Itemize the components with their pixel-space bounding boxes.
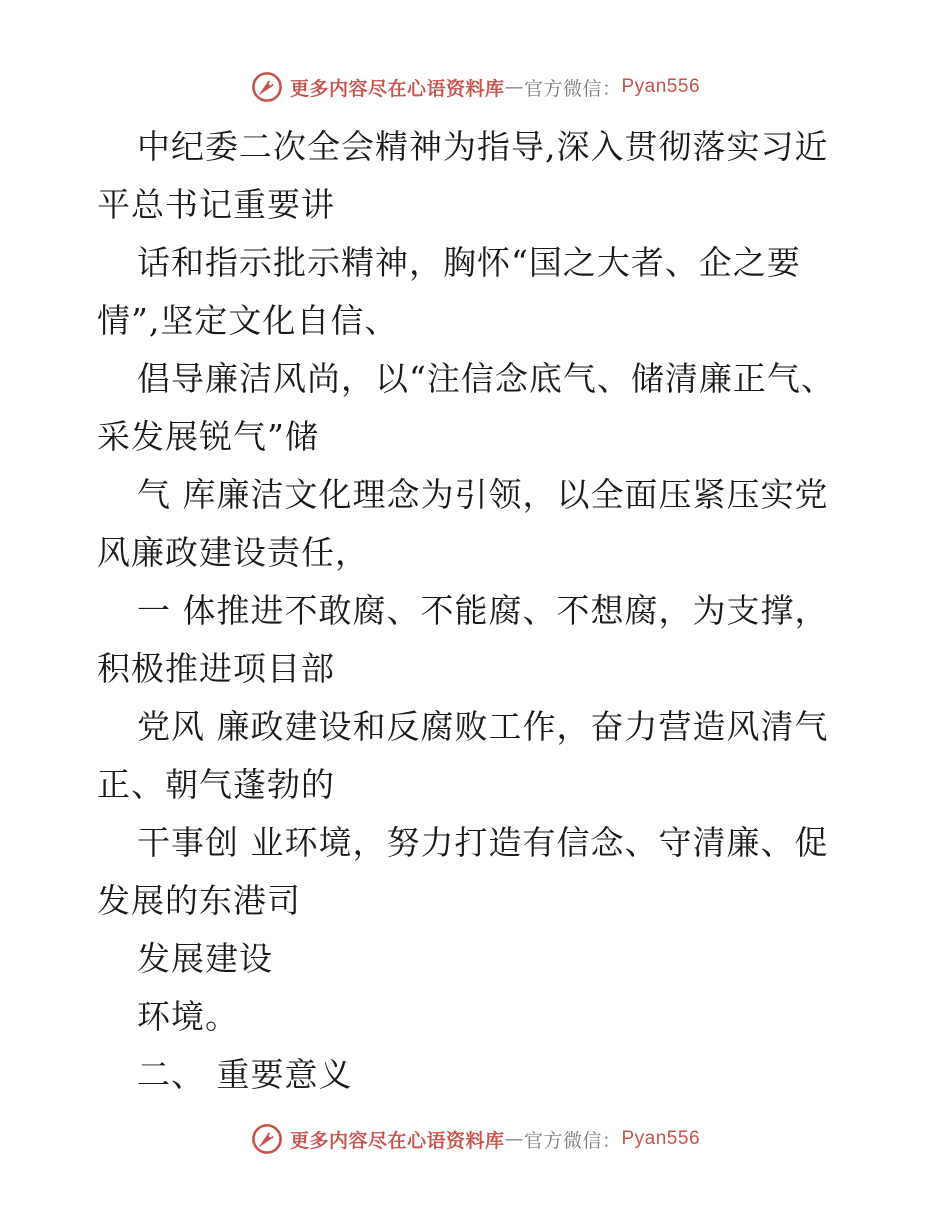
body-text-line: 干事创 业环境，努力打造有信念、守清廉、促 (137, 823, 829, 862)
watermark-text (290, 1126, 700, 1153)
watermark-text (290, 74, 700, 101)
body-text-line: 平总书记重要讲 (97, 185, 335, 224)
pen-nib-logo-icon (250, 1122, 284, 1156)
body-text-line: 倡导廉洁风尚，以“注信念底气、储清廉正气、 (137, 359, 835, 398)
watermark-dash: — (504, 76, 524, 98)
body-text-line: 发展建设 (137, 939, 273, 978)
watermark-wechat-label: 官方微信： (523, 1129, 622, 1152)
body-text-line: 话和指示批示精神，胸怀“国之大者、企之要 (137, 243, 801, 282)
body-text-line: 中纪委二次全会精神为指导,深入贯彻落实习近 (137, 127, 829, 166)
body-text-line: 积极推进项目部 (97, 649, 335, 688)
watermark-wechat-id: Pyan556 (621, 1128, 701, 1149)
watermark-wechat-id: Pyan556 (621, 76, 701, 97)
body-text-line: 发展的东港司 (97, 881, 301, 920)
body-text-line: 一 体推进不敢腐、不能腐、不想腐，为支撑， (137, 591, 829, 630)
body-text-line: 风廉政建设责任， (97, 533, 369, 572)
body-text-line: 情”,坚定文化自信、 (97, 301, 399, 340)
watermark-site-name: 更多内容尽在心语资料库 (289, 77, 505, 100)
body-text-line: 二、 重要意义 (137, 1055, 353, 1094)
header-watermark (0, 70, 950, 104)
body-text-line: 党风 廉政建设和反腐败工作，奋力营造风清气 (137, 707, 829, 746)
watermark-site-name: 更多内容尽在心语资料库 (289, 1129, 505, 1152)
body-text-line: 气 库廉洁文化理念为引领，以全面压紧压实党 (137, 475, 829, 514)
pen-nib-logo-icon (250, 70, 284, 104)
document-body (97, 118, 857, 1104)
body-text-line: 环境。 (137, 997, 239, 1036)
body-text-line: 采发展锐气”储 (97, 417, 319, 456)
watermark-dash: — (504, 1128, 524, 1150)
body-text-line: 正、朝气蓬勃的 (97, 765, 335, 804)
watermark-wechat-label: 官方微信： (523, 77, 622, 100)
footer-watermark (0, 1122, 950, 1156)
